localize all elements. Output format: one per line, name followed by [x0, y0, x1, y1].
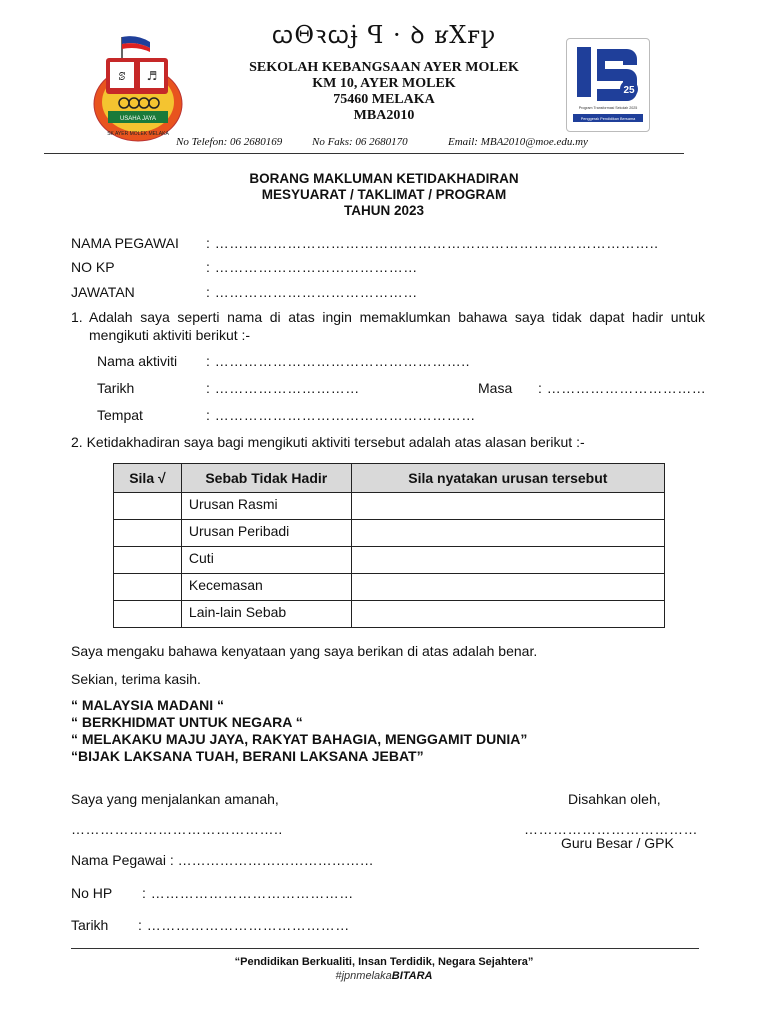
footer-slogan: “Pendidikan Berkualiti, Insan Terdidik, Negara Sejahtera”: [234, 956, 534, 968]
svg-text:♬: ♬: [146, 69, 158, 83]
signature-right-heading: Disahkan oleh,: [568, 791, 661, 807]
hashtag-bold: BITARA: [391, 970, 433, 982]
reason-cell: Cuti: [181, 547, 351, 574]
no-hp-label: No HP: [71, 885, 113, 901]
motto-line: “ MALAYSIA MADANI “: [71, 697, 224, 713]
tempat-label: Tempat: [97, 407, 143, 423]
table-row: [114, 520, 665, 547]
nama-pegawai-field[interactable]: : ………………………………………………………………………………..: [206, 235, 659, 251]
col-header-reason: Sebab Tidak Hadir: [181, 464, 351, 493]
table-row: [114, 574, 665, 601]
title-line-2: MESYUARAT / TAKLIMAT / PROGRAM: [261, 187, 507, 202]
tick-cell[interactable]: [114, 574, 182, 601]
table-row: [114, 547, 665, 574]
masa-field[interactable]: : ……………………………: [538, 380, 707, 396]
title-line-1: BORANG MAKLUMAN KETIDAKHADIRAN: [249, 171, 519, 186]
reason-cell: Urusan Rasmi: [181, 493, 351, 520]
crest-ring-text: SK AYER MOLEK MELAKA: [107, 131, 169, 137]
tick-cell[interactable]: [114, 547, 182, 574]
header-divider: [44, 153, 684, 154]
table-row: [114, 493, 665, 520]
nama-aktiviti-field[interactable]: : ……………………………………………..: [206, 353, 471, 369]
crest-banner-text: USAHA JAYA: [119, 116, 157, 122]
details-cell[interactable]: [351, 493, 664, 520]
reason-cell: Urusan Peribadi: [181, 520, 351, 547]
officer-signature-line[interactable]: ……………………………………..: [71, 821, 283, 837]
hashtag-prefix: #jpnmelaka: [335, 970, 392, 982]
school-code: MBA2010: [353, 108, 415, 123]
jawatan-field[interactable]: : ……………………………………: [206, 284, 418, 300]
footer-divider: [71, 948, 699, 949]
title-line-3: TAHUN 2023: [343, 203, 425, 218]
details-cell[interactable]: [351, 574, 664, 601]
tick-cell[interactable]: [114, 601, 182, 628]
motto-line: “BIJAK LAKSANA TUAH, BERANI LAKSANA JEBAT”: [71, 748, 424, 764]
logo-number: 25: [623, 85, 635, 96]
col-header-details: Sila nyatakan urusan tersebut: [351, 464, 664, 493]
motto-line: “ BERKHIDMAT UNTUK NEGARA “: [71, 714, 303, 730]
reason-cell: Lain-lain Sebab: [181, 601, 351, 628]
address-line-1: KM 10, AYER MOLEK: [312, 76, 456, 91]
tick-cell[interactable]: [114, 493, 182, 520]
no-kp-label: NO KP: [71, 259, 115, 275]
logo-subcaption: Penggerak Pendidikan Bersama: [580, 117, 636, 121]
reason-table: [113, 463, 665, 628]
motto-block: [71, 697, 527, 765]
svg-text:ꕷ: ꕷ: [118, 70, 126, 83]
officer-name-field[interactable]: Nama Pegawai : ……………………………………: [71, 852, 374, 868]
transformation-logo: [566, 38, 650, 132]
no-kp-field[interactable]: : ……………………………………: [206, 259, 418, 275]
details-cell[interactable]: [351, 601, 664, 628]
nama-aktiviti-label: Nama aktiviti: [97, 353, 178, 369]
closing-text: Sekian, terima kasih.: [71, 671, 201, 687]
approver-signature-line[interactable]: ………………………………: [524, 821, 698, 837]
details-cell[interactable]: [351, 547, 664, 574]
col-header-tick: Sila √: [114, 464, 182, 493]
details-cell[interactable]: [351, 520, 664, 547]
tick-cell[interactable]: [114, 520, 182, 547]
jawatan-label: JAWATAN: [71, 284, 135, 300]
no-hp-field[interactable]: : ……………………………………: [142, 885, 354, 901]
tarikh-aktiviti-label: Tarikh: [97, 380, 135, 396]
nama-pegawai-label: NAMA PEGAWAI: [71, 235, 179, 251]
tarikh-sign-field[interactable]: : ……………………………………: [138, 917, 350, 933]
section-1-text: Adalah saya seperti nama di atas ingin memaklumkan bahawa saya tidak dapat hadir untuk mengikuti aktiviti berikut :-: [89, 309, 705, 343]
reason-cell: Kecemasan: [181, 574, 351, 601]
school-crest-logo: [92, 32, 184, 142]
declaration-text: Saya mengaku bahawa kenyataan yang saya berikan di atas adalah benar.: [71, 643, 538, 659]
school-address-block: [180, 60, 588, 124]
motto-line: “ MELAKAKU MAJU JAYA, RAKYAT BAHAGIA, MENGGAMIT DUNIA”: [71, 731, 528, 747]
logo-caption: Program Transformasi Sekolah 2025: [578, 106, 638, 110]
email-text: Email: MBA2010@moe.edu.my: [448, 136, 588, 148]
tarikh-sign-label: Tarikh: [71, 917, 109, 933]
approver-role: Guru Besar / GPK: [561, 835, 674, 851]
signature-left-heading: Saya yang menjalankan amanah,: [71, 791, 279, 807]
tempat-field[interactable]: : ………………………………………………: [206, 407, 476, 423]
section-1-number: 1.: [71, 309, 83, 325]
school-name: SEKOLAH KEBANGSAAN AYER MOLEK: [249, 60, 519, 75]
fax-text: No Faks: 06 2680170: [312, 136, 408, 148]
address-line-2: 75460 MELAKA: [333, 92, 435, 107]
table-row: [114, 601, 665, 628]
tarikh-aktiviti-field[interactable]: : …………………………: [206, 380, 360, 396]
jawi-title: ꞷΘꝛꞷɉ ꟼ · ꝺ ʁXꜰꝩ: [271, 21, 497, 49]
footer-hashtag: [0, 970, 768, 982]
masa-label: Masa: [478, 380, 513, 396]
phone-text: No Telefon: 06 2680169: [176, 136, 283, 148]
section-2-text: 2. Ketidakhadiran saya bagi mengikuti aktiviti tersebut adalah atas alasan berikut :-: [71, 434, 585, 450]
table-header-row: [114, 464, 665, 493]
form-title: [0, 171, 768, 219]
